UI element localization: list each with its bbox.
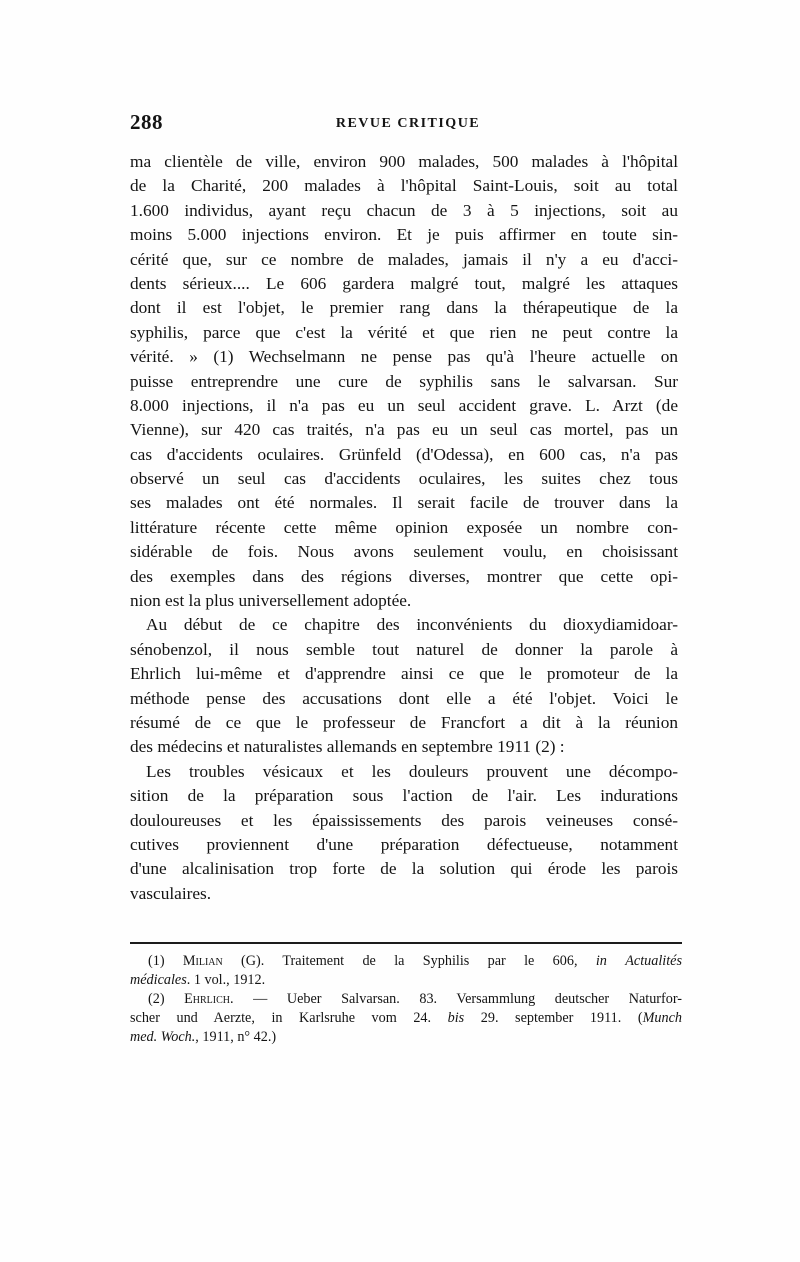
footnote-2: [130, 990, 682, 1009]
body-line: ses malades ont été normales. Il serait facile de trouver dans la: [130, 493, 678, 513]
body-line: dont il est l'objet, le premier rang dans la thérapeutique de la: [130, 298, 678, 318]
footnote-text: scher und Aerzte, in Karlsruhe vom 24.: [130, 1010, 448, 1026]
body-line: Au début de ce chapitre des inconvénients du dioxydiamidoar-: [146, 615, 678, 635]
page-number: 288: [130, 110, 163, 134]
footnote-text: . 1 vol., 1912.: [186, 972, 266, 988]
body-line: sition de la préparation sous l'action de l'air. Les indurations: [130, 786, 678, 806]
body-line: résumé de ce que le professeur de Francfort a dit à la réunion: [130, 712, 678, 732]
body-line: vasculaires.: [130, 883, 212, 903]
running-title: REVUE CRITIQUE: [335, 116, 481, 131]
footnote-marker: (1): [148, 953, 183, 969]
footnote-journal-cont: médicales: [130, 972, 187, 988]
body-line: ma clientèle de ville, environ 900 malades, 500 malades à l'hôpital: [130, 152, 678, 171]
footnote-italic: bis: [447, 1010, 465, 1026]
footnote-1: [130, 952, 682, 971]
body-line: Vienne), sur 420 cas traités, n'a pas eu un seul cas mortel, pas un: [130, 420, 678, 440]
footnote-italic: in: [595, 953, 607, 969]
footnote-journal-cont: med. Woch.: [130, 1029, 196, 1045]
body-line: d'une alcalinisation trop forte de la solution qui érode les parois: [130, 859, 678, 879]
body-line: Ehrlich lui-même et d'apprendre ainsi ce que le promoteur de la: [130, 664, 678, 684]
body-line: syphilis, parce que c'est la vérité et que rien ne peut contre la: [130, 322, 678, 342]
footnote-marker: (2): [148, 991, 185, 1007]
body-line: sénobenzol, il nous semble tout naturel de donner la parole à: [130, 639, 678, 659]
body-line: littérature récente cette même opinion exposée un nombre con-: [130, 517, 678, 537]
page-header: [130, 110, 686, 140]
body-line: douloureuses et les épaississements des parois veineuses consé-: [130, 810, 678, 830]
body-line: nion est la plus universellement adoptée.: [130, 591, 412, 611]
footnote-journal: Actualités: [625, 953, 682, 969]
footnote-2-continued: [130, 1009, 682, 1028]
body-line: Les troubles vésicaux et les douleurs prouvent une décompo-: [146, 761, 678, 781]
body-line: des exemples dans des régions diverses, montrer que cette opi-: [130, 566, 678, 586]
body-line: 1.600 individus, ayant reçu chacun de 3 à 5 injections, soit au: [130, 200, 678, 220]
body-line: 8.000 injections, il n'a pas eu un seul accident grave. L. Arzt (de: [130, 395, 678, 415]
footnote-text: (G). Traitement de la Syphilis par le 606,: [222, 953, 596, 969]
footnote-text: , 1911, n° 42.): [195, 1029, 277, 1045]
body-line: sidérable de fois. Nous avons seulement voulu, en choisissant: [130, 542, 678, 562]
footnote-text: . — Ueber Salvarsan. 83. Versammlung deutscher Naturfor-: [230, 991, 682, 1007]
footnote-2-continued: [130, 1028, 682, 1047]
body-line: cutives proviennent d'une préparation défectueuse, notamment: [130, 834, 678, 854]
body-line: de la Charité, 200 malades à l'hôpital Saint-Louis, soit au total: [130, 176, 678, 196]
footnote-author: Ehrlich: [184, 991, 230, 1007]
body-text: [130, 150, 678, 906]
footnote-journal: Munch: [642, 1010, 683, 1026]
body-line: observé un seul cas d'accidents oculaires, les suites chez tous: [130, 469, 678, 489]
footnote-rule: [130, 942, 682, 944]
footnote-space: [607, 953, 625, 969]
footnote-author: Milian: [182, 953, 223, 969]
body-line: moins 5.000 injections environ. Et je puis affirmer en toute sin-: [130, 225, 678, 245]
body-line: cérité que, sur ce nombre de malades, jamais il n'y a eu d'acci-: [130, 249, 678, 269]
footnote-1-continued: [130, 971, 682, 990]
body-line: puisse entreprendre une cure de syphilis sans le salvarsan. Sur: [130, 371, 678, 391]
body-line: méthode pense des accusations dont elle a été l'objet. Voici le: [130, 688, 678, 708]
footnote-text: 29. september 1911. (: [464, 1010, 643, 1026]
body-line: cas d'accidents oculaires. Grünfeld (d'Odessa), en 600 cas, n'a pas: [130, 444, 678, 464]
body-line: vérité. » (1) Wechselmann ne pense pas qu'à l'heure actuelle on: [130, 347, 678, 367]
footnotes: [130, 952, 682, 1047]
body-line: dents sérieux.... Le 606 gardera malgré tout, malgré les attaques: [130, 273, 678, 293]
body-line: des médecins et naturalistes allemands en septembre 1911 (2) :: [130, 737, 565, 757]
